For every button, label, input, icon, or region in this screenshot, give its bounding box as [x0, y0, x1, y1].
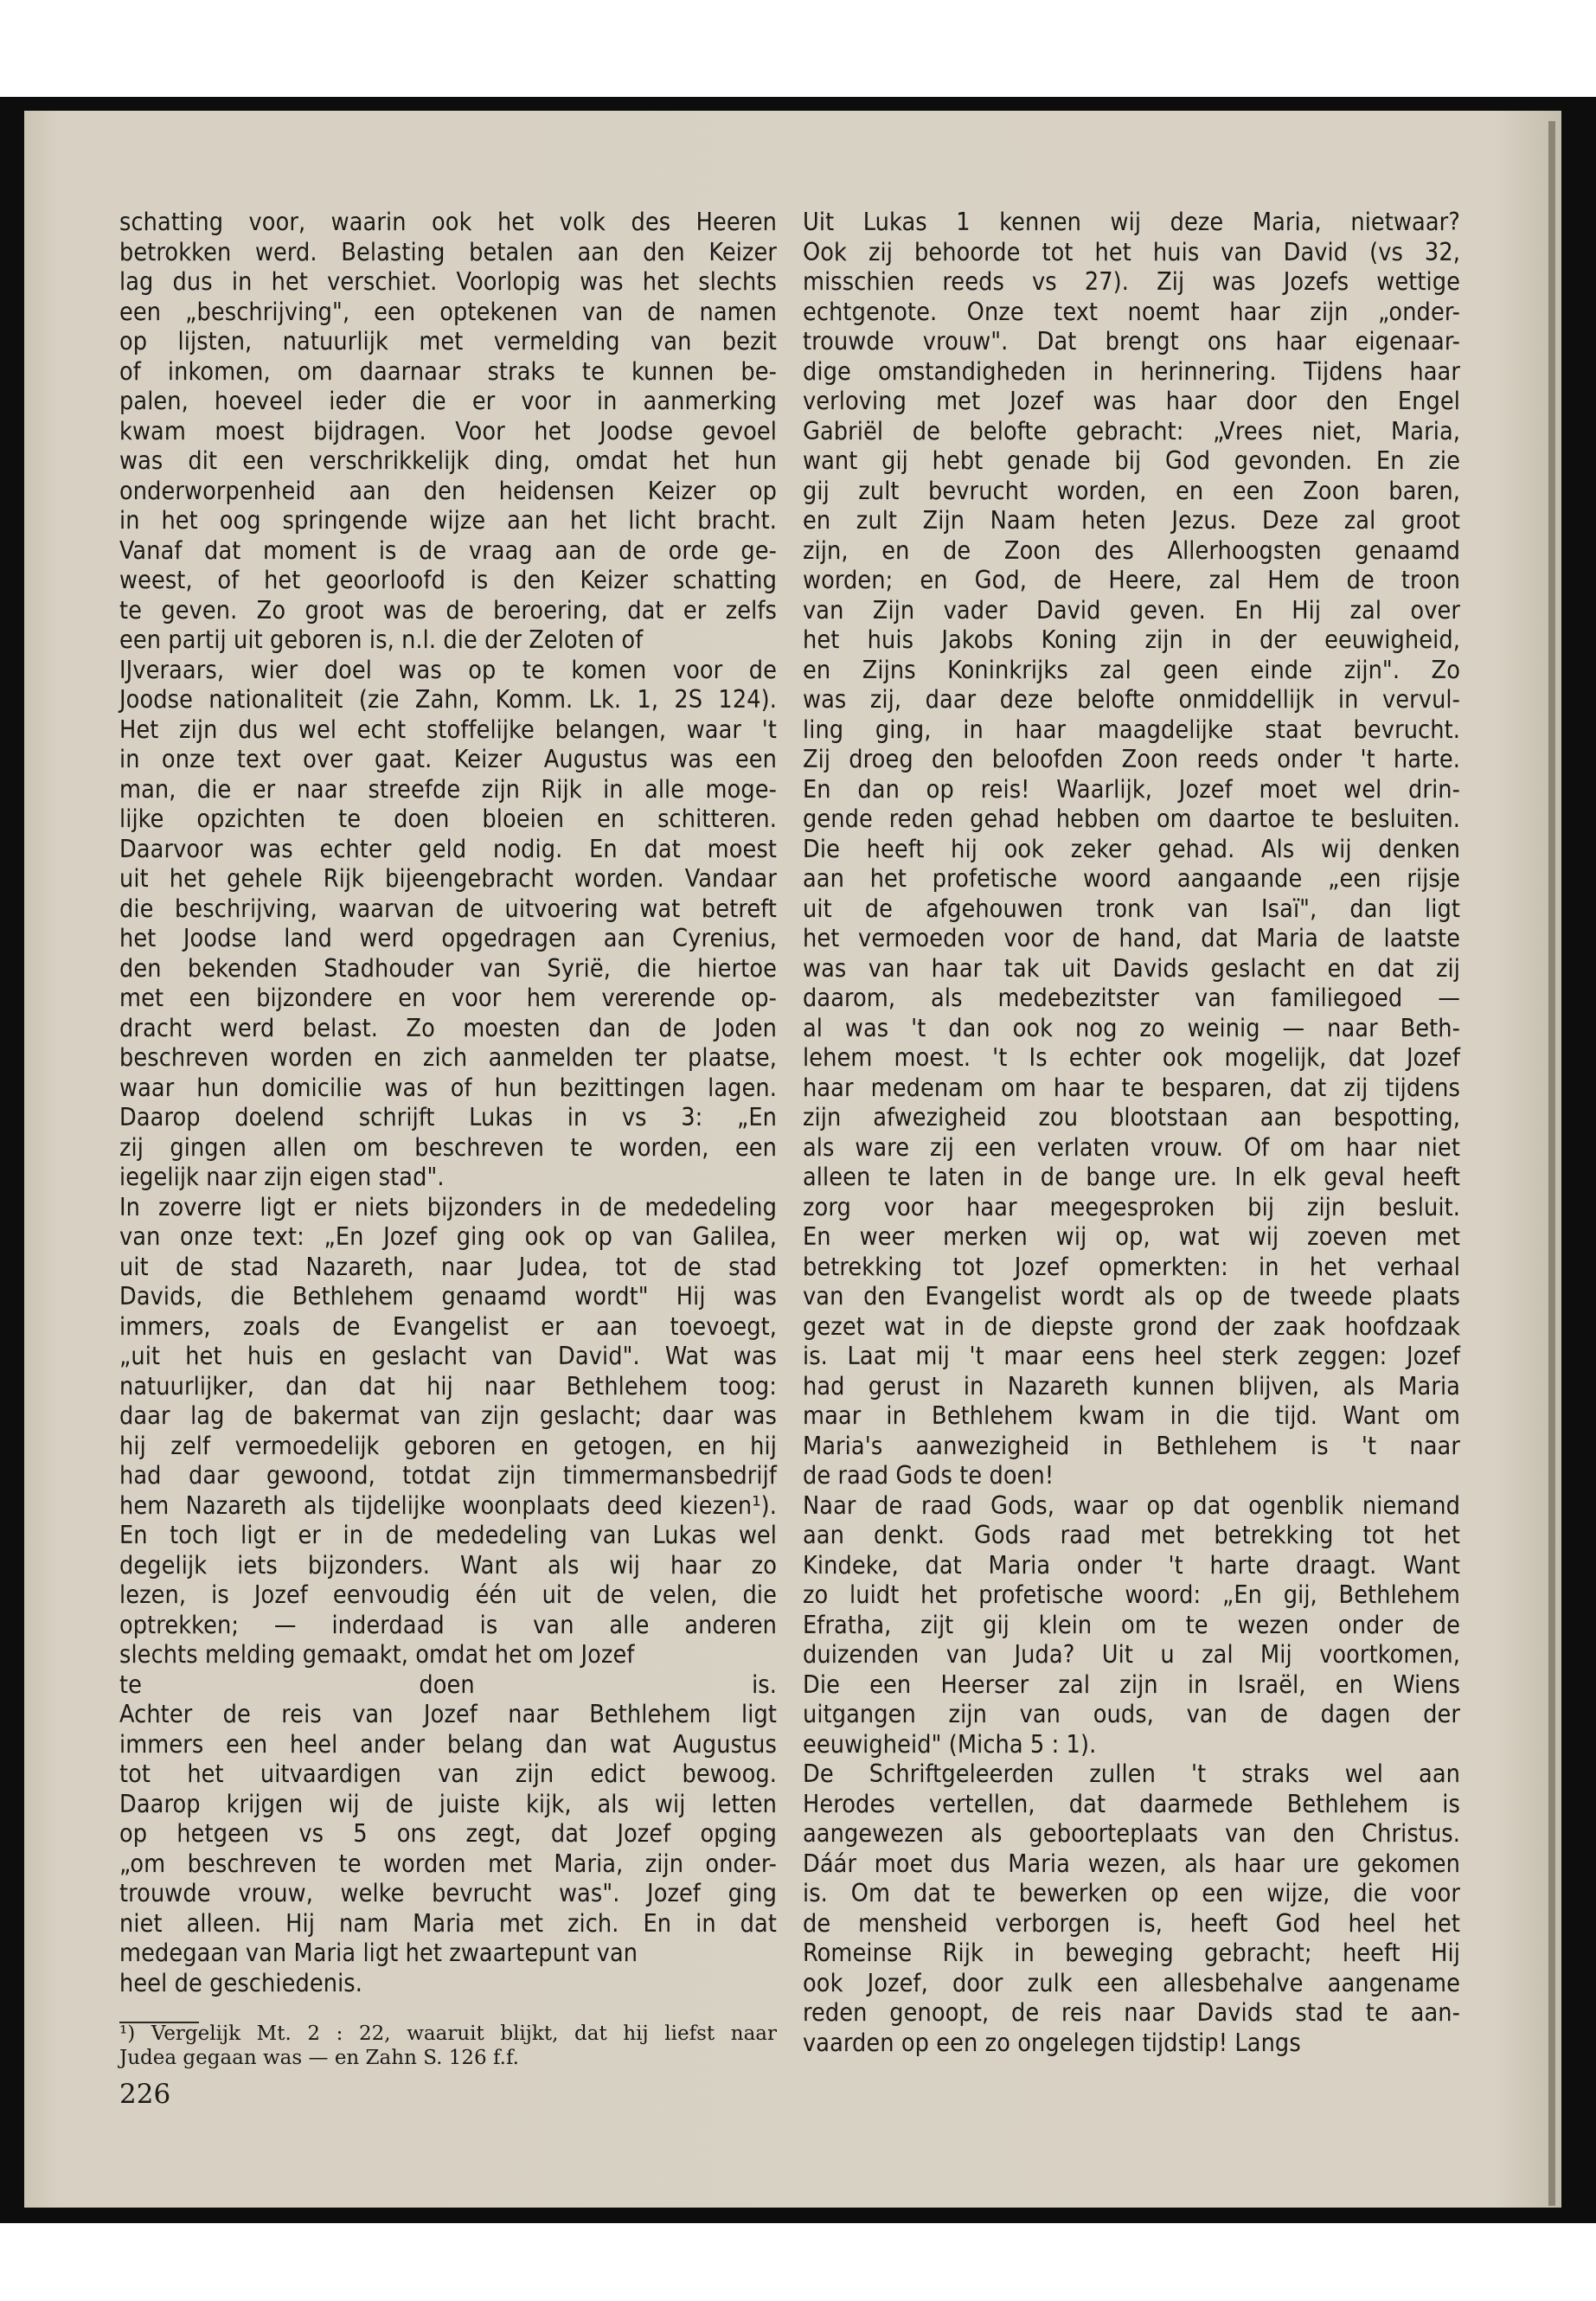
right-column-line: gende reden gehad hebben om daartoe te besluiten. [803, 804, 1460, 833]
right-column-line: betrekking tot Jozef opmerkten: in het verhaal [803, 1252, 1460, 1281]
left-column-line: Daarop doelend schrijft Lukas in vs 3: „En [119, 1103, 777, 1131]
right-column-line: Naar de raad Gods, waar op dat ogenblik niemand [803, 1490, 1460, 1520]
right-column-line: Uit Lukas 1 kennen wij deze Maria, nietwaar? [803, 208, 1460, 236]
right-column-line: verloving met Jozef was haar door den Engel [803, 387, 1460, 415]
right-column-line: de raad Gods te doen! [803, 1461, 1054, 1490]
page-number: 226 [119, 2079, 171, 2110]
right-column-line: worden; en God, de Heere, zal Hem de troon [803, 566, 1460, 594]
right-column-line: daarom, als medebezitster van familiegoed — [803, 984, 1460, 1012]
left-column-line: Daarvoor was echter geld nodig. En dat moest [119, 834, 777, 863]
left-text-column [119, 208, 777, 1998]
left-column-line: Joodse nationaliteit (zie Zahn, Komm. Lk. 1, 2S 124). [119, 685, 777, 714]
left-column-line: te geven. Zo groot was de beroering, dat er zelfs [119, 595, 777, 625]
right-column-line: van Zijn vader David geven. En Hij zal over [803, 595, 1460, 625]
right-column-line: echtgenote. Onze text noemt haar zijn „onder- [803, 297, 1460, 326]
right-column-line: De Schriftgeleerden zullen 't straks wel aan [803, 1759, 1460, 1788]
right-column-line: ook Jozef, door zulk een allesbehalve aangename [803, 1968, 1460, 1997]
right-column-line: alleen te laten in de bange ure. In elk geval heeft [803, 1163, 1460, 1191]
right-column-line: de mensheid verborgen is, heeft God heel het [803, 1908, 1460, 1938]
right-column-line: lehem moest. 't Is echter ook mogelijk, dat Jozef [803, 1043, 1460, 1072]
left-column-line: weest, of het geoorloofd is den Keizer schatting [119, 566, 777, 594]
right-column-line: Herodes vertellen, dat daarmede Bethlehem is [803, 1789, 1460, 1818]
left-column-line: Het zijn dus wel echt stoffelijke belangen, waar 't [119, 715, 777, 744]
left-column-line: man, die er naar streefde zijn Rijk in alle moge- [119, 774, 777, 804]
right-column-line: Die heeft hij ook zeker gehad. Als wij denken [803, 834, 1460, 863]
left-column-line: optrekken; — inderdaad is van alle anderen [119, 1610, 777, 1639]
left-column-line: het Joodse land werd opgedragen aan Cyrenius, [119, 924, 777, 952]
left-column-line: medegaan van Maria ligt het zwaartepunt van [119, 1939, 638, 1967]
right-column-line: zijn, en de Zoon des Allerhoogsten genaamd [803, 535, 1460, 565]
left-column-line: tot het uitvaardigen van zijn edict bewoog. [119, 1759, 777, 1788]
right-column-line: had gerust in Nazareth kunnen blijven, als Maria [803, 1371, 1460, 1400]
left-column-line: iegelijk naar zijn eigen stad". [119, 1163, 445, 1191]
left-column-line: van onze text: „En Jozef ging ook op van Galilea, [119, 1222, 777, 1251]
right-column-line: maar in Bethlehem kwam in die tijd. Want om [803, 1401, 1460, 1430]
right-column-line: aan denkt. Gods raad met betrekking tot het [803, 1521, 1460, 1549]
left-column-line: in het oog springende wijze aan het licht bracht. [119, 506, 777, 535]
left-column-line: op hetgeen vs 5 ons zegt, dat Jozef opging [119, 1819, 777, 1848]
right-column-line: Kindeke, dat Maria onder 't harte draagt. Want [803, 1550, 1460, 1580]
right-column-line: is. Om dat te bewerken op een wijze, die voor [803, 1879, 1460, 1907]
left-column-line: een „beschrijving", een optekenen van de namen [119, 297, 777, 326]
right-column-line: gij zult bevrucht worden, en een Zoon baren, [803, 476, 1460, 505]
left-column-line: degelijk iets bijzonders. Want als wij haar zo [119, 1550, 777, 1580]
right-column-line: misschien reeds vs 27). Zij was Jozefs wettige [803, 267, 1460, 296]
left-column-line: lijke opzichten te doen bloeien en schitteren. [119, 804, 777, 833]
right-column-line: Efratha, zijt gij klein om te wezen onder de [803, 1610, 1460, 1639]
left-column-line: En toch ligt er in de mededeling van Lukas wel [119, 1521, 777, 1549]
right-column-line: Dáár moet dus Maria wezen, als haar ure gekomen [803, 1849, 1460, 1878]
left-column-line: hij zelf vermoedelijk geboren en getogen, en hij [119, 1431, 777, 1460]
right-column-line: was zij, daar deze belofte onmiddellijk in vervul- [803, 685, 1460, 714]
left-column-line: Achter de reis van Jozef naar Bethlehem ligt [119, 1700, 777, 1728]
right-column-line: haar medenam om haar te besparen, dat zij tijdens [803, 1073, 1460, 1102]
right-column-line: en zult Zijn Naam heten Jezus. Deze zal groot [803, 506, 1460, 535]
footnote [119, 2022, 777, 2070]
right-column-line: het huis Jakobs Koning zijn in der eeuwigheid, [803, 625, 1460, 654]
right-column-line: reden genoopt, de reis naar Davids stad te aan- [803, 1998, 1460, 2027]
left-column-line: op lijsten, natuurlijk met vermelding van bezit [119, 327, 777, 356]
left-column-line: In zoverre ligt er niets bijzonders in de mededeling [119, 1192, 777, 1221]
right-column-line: het vermoeden voor de hand, dat Maria de laatste [803, 924, 1460, 952]
right-column-line: uitgangen zijn van ouds, van de dagen der [803, 1700, 1460, 1728]
left-column-line: zij gingen allen om beschreven te worden, een [119, 1132, 777, 1162]
right-column-line: aan het profetische woord aangaande „een rijsje [803, 864, 1460, 893]
left-column-line: daar lag de bakermat van zijn geslacht; daar was [119, 1401, 777, 1430]
right-column-line: uit de afgehouwen tronk van Isaï", dan ligt [803, 894, 1460, 923]
left-column-line: niet alleen. Hij nam Maria met zich. En in dat [119, 1908, 777, 1938]
right-column-line: Zij droeg den beloofden Zoon reeds onder 't harte. [803, 745, 1460, 773]
left-column-line: lezen, is Jozef eenvoudig één uit de velen, die [119, 1580, 777, 1609]
left-column-line: waar hun domicilie was of hun bezittingen lagen. [119, 1073, 777, 1102]
left-column-line: of inkomen, om daarnaar straks te kunnen be- [119, 356, 777, 386]
left-column-line: die beschrijving, waarvan de uitvoering wat betreft [119, 894, 777, 923]
left-column-line: dracht werd belast. Zo moesten dan de Joden [119, 1013, 777, 1042]
left-column-line: in onze text over gaat. Keizer Augustus was een [119, 745, 777, 773]
right-column-line: aangewezen als geboorteplaats van den Christus. [803, 1819, 1460, 1848]
page-edge [1548, 121, 1555, 2206]
right-column-line: duizenden van Juda? Uit u zal Mij voortkomen, [803, 1640, 1460, 1669]
right-column-line: Romeinse Rijk in beweging gebracht; heeft Hij [803, 1939, 1460, 1967]
left-column-line: Davids, die Bethlehem genaamd wordt" Hij was [119, 1282, 777, 1311]
left-column-line: Daarop krijgen wij de juiste kijk, als wij letten [119, 1789, 777, 1818]
left-column-line: had daar gewoond, totdat zijn timmermansbedrijf [119, 1461, 777, 1490]
right-column-line: Maria's aanwezigheid in Bethlehem is 't naar [803, 1431, 1460, 1460]
left-column-line: den bekenden Stadhouder van Syrië, die hiertoe [119, 953, 777, 983]
right-column-line: zo luidt het profetische woord: „En gij, Bethlehem [803, 1580, 1460, 1609]
left-column-line: „uit het huis en geslacht van David". Wat was [119, 1342, 777, 1370]
left-column-line: Vanaf dat moment is de vraag aan de orde ge- [119, 535, 777, 565]
left-column-line: betrokken werd. Belasting betalen aan den Keizer [119, 237, 777, 266]
left-column-line: te doen is. [119, 1670, 777, 1699]
left-column-line: een partij uit geboren is, n.l. die der Zeloten of [119, 625, 644, 654]
right-column-line: is. Laat mij 't maar eens heel sterk zeggen: Jozef [803, 1342, 1460, 1370]
right-column-line: was van haar tak uit Davids geslacht en dat zij [803, 953, 1460, 983]
left-column-line: immers, zoals de Evangelist er aan toevoegt, [119, 1311, 777, 1341]
left-column-line: met een bijzondere en voor hem vererende op- [119, 984, 777, 1012]
left-column-line: uit de stad Nazareth, naar Judea, tot de stad [119, 1252, 777, 1281]
right-column-line: want gij hebt genade bij God gevonden. En zie [803, 446, 1460, 475]
left-column-line: hem Nazareth als tijdelijke woonplaats deed kiezen¹). [119, 1490, 777, 1520]
right-column-line: van den Evangelist wordt als op de tweede plaats [803, 1282, 1460, 1311]
left-column-line: natuurlijker, dan dat hij naar Bethlehem toog: [119, 1371, 777, 1400]
left-column-line: lag dus in het verschiet. Voorlopig was het slechts [119, 267, 777, 296]
left-column-line: heel de geschiedenis. [119, 1968, 363, 1997]
right-column-line: Ook zij behoorde tot het huis van David (vs 32, [803, 237, 1460, 266]
left-column-line: slechts melding gemaakt, omdat het om Jozef [119, 1640, 635, 1669]
left-column-line: schatting voor, waarin ook het volk des Heeren [119, 208, 777, 236]
left-column-line: trouwde vrouw, welke bevrucht was". Jozef ging [119, 1879, 777, 1907]
right-column-line: zorg voor haar meegesproken bij zijn besluit. [803, 1192, 1460, 1221]
right-column-line: en Zijns Koninkrijks zal geen einde zijn". Zo [803, 655, 1460, 684]
right-column-line: eeuwigheid" (Micha 5 : 1). [803, 1729, 1097, 1759]
left-column-line: IJveraars, wier doel was op te komen voor de [119, 655, 777, 684]
right-column-line: al was 't dan ook nog zo weinig — naar Beth- [803, 1013, 1460, 1042]
left-column-line: immers een heel ander belang dan wat Augustus [119, 1729, 777, 1759]
left-column-line: onderworpenheid aan den heidensen Keizer op [119, 476, 777, 505]
left-column-line: palen, hoeveel ieder die er voor in aanmerking [119, 387, 777, 415]
right-column-line: ling ging, in haar maagdelijke staat bevrucht. [803, 715, 1460, 744]
left-column-line: was dit een verschrikkelijk ding, omdat het hun [119, 446, 777, 475]
left-column-line: kwam moest bijdragen. Voor het Joodse gevoel [119, 416, 777, 445]
footnote-line: Judea gegaan was — en Zahn S. 126 f.f. [119, 2047, 519, 2069]
right-column-line: En weer merken wij op, wat wij zoeven met [803, 1222, 1460, 1251]
left-column-line: uit het gehele Rijk bijeengebracht worden. Vandaar [119, 864, 777, 893]
right-column-line: als ware zij een verlaten vrouw. Of om haar niet [803, 1132, 1460, 1162]
right-column-line: vaarden op een zo ongelegen tijdstip! Langs [803, 2028, 1301, 2057]
right-column-line: En dan op reis! Waarlijk, Jozef moet wel drin- [803, 774, 1460, 804]
right-column-line: Gabriël de belofte gebracht: „Vrees niet, Maria, [803, 416, 1460, 445]
right-column-line: gezet wat in de diepste grond der zaak hoofdzaak [803, 1311, 1460, 1341]
right-column-line: Die een Heerser zal zijn in Israël, en Wiens [803, 1670, 1460, 1699]
right-text-column [803, 208, 1460, 2058]
footnote-line: ¹) Vergelijk Mt. 2 : 22, waaruit blijkt, dat hij liefst naar [119, 2022, 777, 2045]
left-column-line: „om beschreven te worden met Maria, zijn onder- [119, 1849, 777, 1878]
left-column-line: beschreven worden en zich aanmelden ter plaatse, [119, 1043, 777, 1072]
right-column-line: dige omstandigheden in herinnering. Tijdens haar [803, 356, 1460, 386]
right-column-line: zijn afwezigheid zou blootstaan aan bespotting, [803, 1103, 1460, 1131]
right-column-line: trouwde vrouw". Dat brengt ons haar eigenaar- [803, 327, 1460, 356]
